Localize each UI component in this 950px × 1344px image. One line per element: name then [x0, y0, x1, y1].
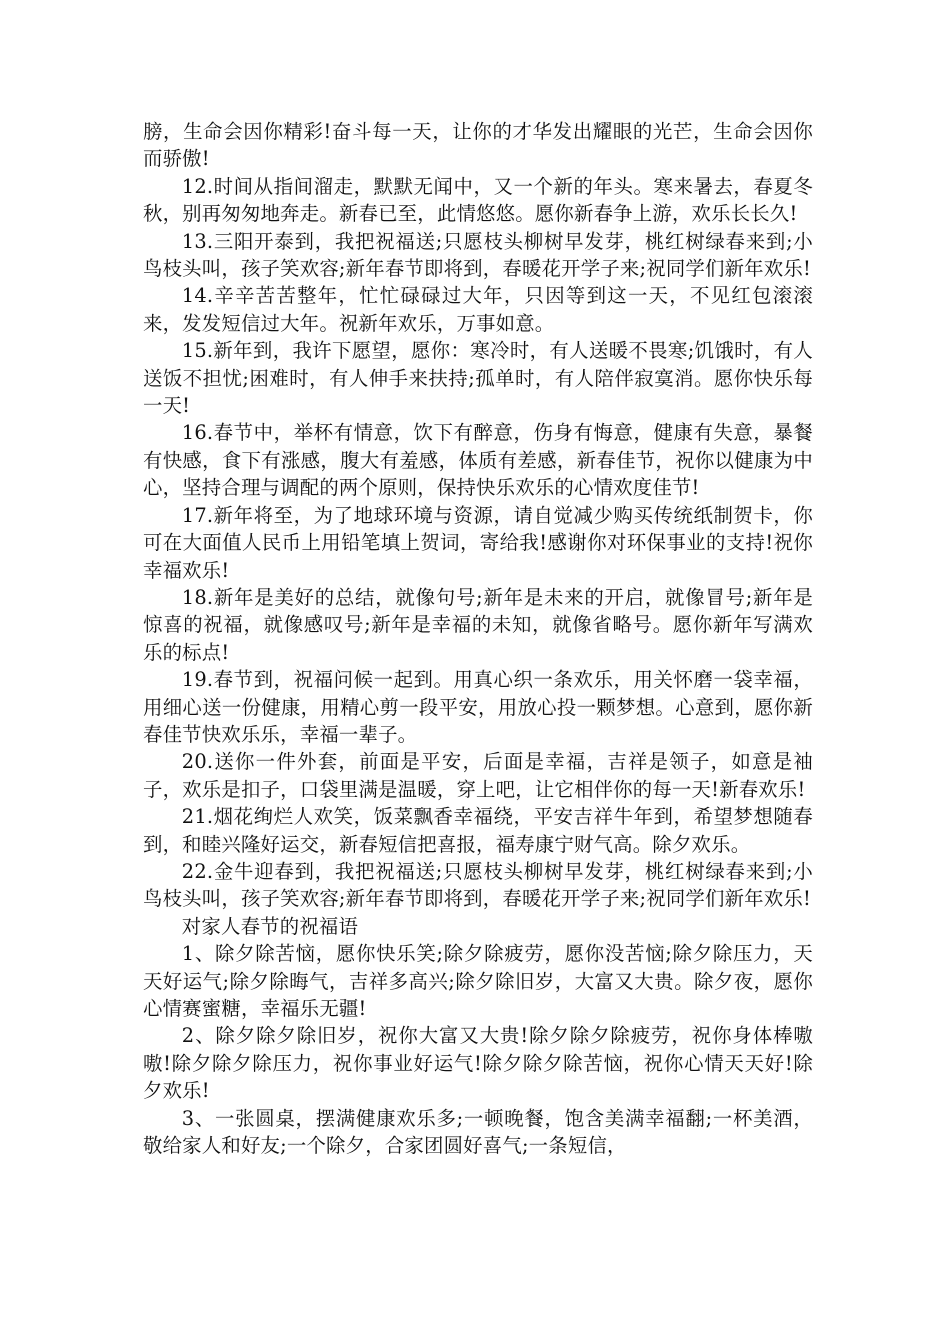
paragraph-continuation: 膀，生命会因你精彩!奋斗每一天，让你的才华发出耀眼的光芒，生命会因你而骄傲! — [143, 120, 813, 171]
family-wish-1: 1、除夕除苦恼，愿你快乐笑;除夕除疲劳，愿你没苦恼;除夕除压力，天天好运气;除夕除晦气，吉祥多高兴;除夕除旧岁，大富又大贵。除夕夜，愿你心情赛蜜糖，幸福乐无疆! — [143, 942, 813, 1020]
paragraph-20: 20.送你一件外套，前面是平安，后面是幸福，吉祥是领子，如意是袖子，欢乐是扣子，口袋里满是温暖，穿上吧，让它相伴你的每一天!新春欢乐! — [143, 750, 813, 801]
paragraph-16: 16.春节中，举杯有情意，饮下有醉意，伤身有悔意，健康有失意，暴餐有快感，食下有涨感，腹大有羞感，体质有差感，新春佳节，祝你以健康为中心，坚持合理与调配的两个原则，保持快乐欢乐的心情欢度佳节! — [143, 421, 813, 500]
paragraph-13: 13.三阳开泰到，我把祝福送;只愿枝头柳树早发芽，桃红树绿春来到;小鸟枝头叫，孩子笑欢容;新年春节即将到，春暖花开学子来;祝同学们新年欢乐! — [143, 229, 813, 281]
paragraph-19: 19.春节到，祝福问候一起到。用真心织一条欢乐，用关怀磨一袋幸福，用细心送一份健康，用精心剪一段平安，用放心投一颗梦想。心意到，愿你新春佳节快欢乐乐，幸福一辈子。 — [143, 668, 813, 746]
family-wish-2: 2、除夕除夕除旧岁，祝你大富又大贵!除夕除夕除疲劳，祝你身体棒嗷嗷!除夕除夕除压力，祝你事业好运气!除夕除夕除苦恼，祝你心情天天好!除夕欢乐! — [143, 1024, 813, 1103]
paragraph-18: 18.新年是美好的总结，就像句号;新年是未来的开启，就像冒号;新年是惊喜的祝福，就像感叹号;新年是幸福的未知，就像省略号。愿你新年写满欢乐的标点! — [143, 585, 813, 664]
family-wish-3: 3、一张圆桌，摆满健康欢乐多;一顿晚餐，饱含美满幸福翻;一杯美酒，敬给家人和好友;一个除夕，合家团圆好喜气;一条短信， — [143, 1106, 813, 1158]
paragraph-15: 15.新年到，我许下愿望，愿你：寒冷时，有人送暖不畏寒;饥饿时，有人送饭不担忧;困难时，有人伸手来扶持;孤单时，有人陪伴寂寞消。愿你快乐每一天! — [143, 339, 813, 418]
paragraph-14: 14.辛辛苦苦整年，忙忙碌碌过大年，只因等到这一天，不见红包滚滚来，发发短信过大年。祝新年欢乐，万事如意。 — [143, 284, 813, 335]
paragraph-22: 22.金牛迎春到，我把祝福送;只愿枝头柳树早发芽，桃红树绿春来到;小鸟枝头叫，孩子笑欢容;新年春节即将到，春暖花开学子来;祝同学们新年欢乐! — [143, 859, 813, 911]
paragraph-17: 17.新年将至，为了地球环境与资源，请自觉减少购买传统纸制贺卡，你可在大面值人民币上用铅笔填上贺词，寄给我!感谢你对环保事业的支持!祝你幸福欢乐! — [143, 503, 813, 582]
paragraph-21: 21.烟花绚烂人欢笑，饭菜飘香幸福绕，平安吉祥牛年到，希望梦想随春到，和睦兴隆好运交，新春短信把喜报，福寿康宁财气高。除夕欢乐。 — [143, 805, 813, 856]
paragraph-12: 12.时间从指间溜走，默默无闻中，又一个新的年头。寒来暑去，春夏冬秋，别再匆匆地奔走。新春已至，此情悠悠。愿你新春争上游，欢乐长长久! — [143, 174, 813, 226]
document-body — [143, 118, 813, 1159]
section-heading: 对家人春节的祝福语 — [181, 914, 359, 938]
